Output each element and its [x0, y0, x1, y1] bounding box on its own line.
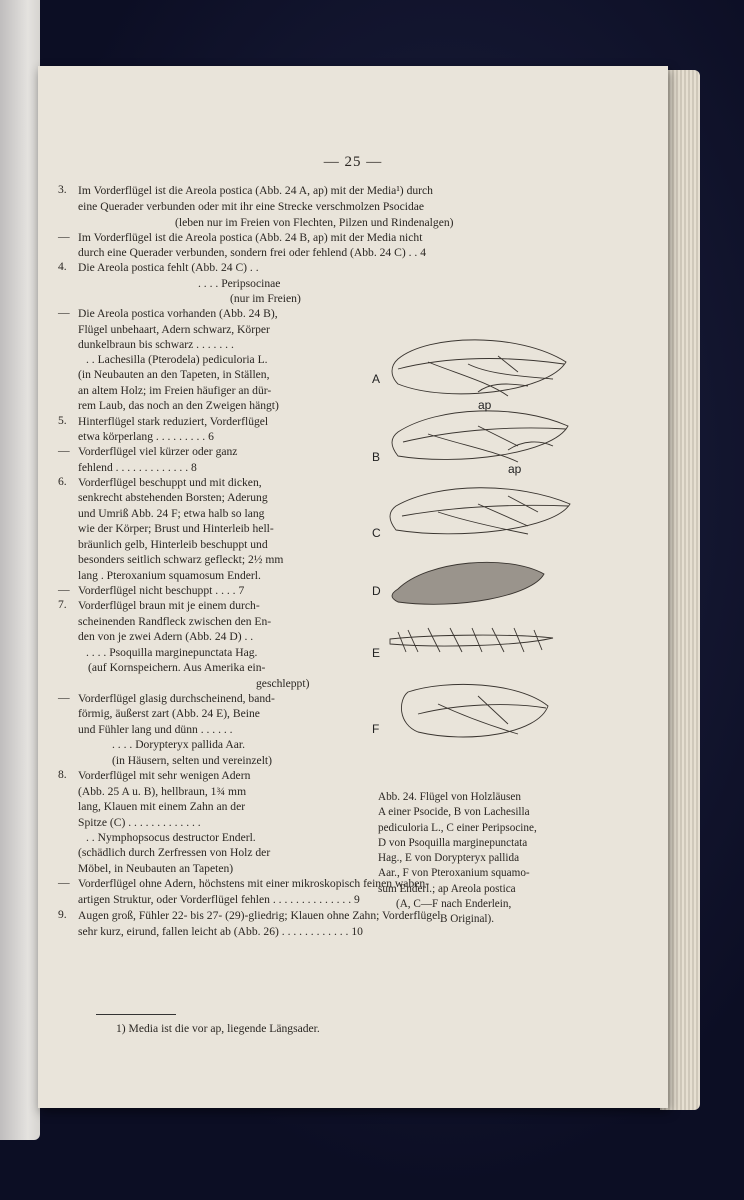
- text-line: förmig, äußerst zart (Abb. 24 E), Beine: [78, 707, 260, 720]
- text-line: Vorderflügel nicht beschuppt . . . . 7: [78, 584, 245, 597]
- text-line: (in Häusern, selten und vereinzelt): [112, 754, 272, 767]
- figure-caption: [378, 790, 583, 928]
- wing-f: [401, 684, 548, 737]
- text-line: Vorderflügel beschuppt und mit dicken,: [78, 476, 262, 489]
- text-line: Augen groß, Fühler 22- bis 27- (29)-gliedrig; Klauen ohne Zahn; Vorderflügel: [78, 909, 441, 922]
- text-line: (schädlich durch Zerfressen von Holz der: [78, 846, 271, 859]
- page-number: — 25 —: [323, 154, 383, 170]
- text-line: . . . . Dorypteryx pallida Aar.: [112, 738, 245, 751]
- figure-label-a: A: [372, 372, 381, 386]
- text-line: Im Vorderflügel ist die Areola postica (Abb. 24 A, ap) mit der Media¹) durch: [78, 184, 433, 197]
- figure-label-ap-a: ap: [478, 398, 492, 412]
- text-line: . . . . Psoquilla marginepunctata Hag.: [86, 646, 258, 659]
- caption-line: pediculoria L., C einer Peripsocine,: [378, 821, 537, 834]
- wing-b: [392, 411, 568, 460]
- text-line: bräunlich gelb, Hinterleib beschuppt und: [78, 538, 268, 551]
- figure-label-b: B: [372, 450, 381, 464]
- caption-line: Abb. 24. Flügel von Holzläusen: [378, 791, 521, 803]
- text-line: (nur im Freien): [230, 292, 301, 305]
- text-line: Möbel, in Neubauten an Tapeten): [78, 862, 234, 875]
- key-number: 3.: [58, 183, 67, 196]
- figure-label-c: C: [372, 526, 381, 540]
- text-line: und Umriß Abb. 24 F; etwa halb so lang: [78, 507, 265, 520]
- text-line: Vorderflügel ohne Adern, höchstens mit einer mikroskopisch feinen waben-: [78, 877, 430, 890]
- text-line: Die Areola postica fehlt (Abb. 24 C) . .: [78, 261, 259, 274]
- footnote-rule: [96, 1014, 176, 1015]
- key-number: —: [58, 306, 70, 319]
- key-number: —: [58, 691, 70, 704]
- wing-c: [390, 488, 570, 534]
- text-line: den von je zwei Adern (Abb. 24 D) . .: [78, 630, 254, 643]
- text-line: Hinterflügel stark reduziert, Vorderflügel: [78, 415, 269, 428]
- wing-d: [392, 562, 544, 604]
- figure-label-e: E: [372, 646, 381, 660]
- text-line: etwa körperlang . . . . . . . . . 6: [78, 430, 214, 443]
- caption-line: A einer Psocide, B von Lachesilla: [378, 806, 530, 819]
- text-line: besonders seitlich schwarz gefleckt; 2½ mm: [78, 553, 284, 566]
- text-line: (auf Kornspeichern. Aus Amerika ein-: [88, 661, 266, 674]
- text-line: Flügel unbehaart, Adern schwarz, Körper: [78, 323, 270, 336]
- text-line: (in Neubauten an den Tapeten, in Ställen,: [78, 368, 270, 381]
- text-line: Vorderflügel mit sehr wenigen Adern: [78, 769, 251, 782]
- text-line: fehlend . . . . . . . . . . . . . 8: [78, 461, 197, 474]
- text-line: . . Lachesilla (Pterodela) pediculoria L.: [86, 353, 268, 366]
- key-number: 7.: [58, 598, 67, 611]
- book-page: [38, 66, 668, 1108]
- text-line: lang . Pteroxanium squamosum Enderl.: [78, 569, 261, 582]
- text-line: rem Laub, das noch an den Zweigen hängt): [78, 399, 279, 412]
- text-line: (leben nur im Freien von Flechten, Pilzen und Rindenalgen): [175, 216, 454, 229]
- text-line: eine Querader verbunden oder mit ihr eine Strecke verschmolzen Psocidae: [78, 200, 425, 213]
- figure-label-d: D: [372, 584, 381, 598]
- key-number: —: [58, 444, 70, 457]
- figure-label-ap-b: ap: [508, 462, 522, 476]
- key-number: 8.: [58, 768, 67, 781]
- text-line: an altem Holz; im Freien häufiger an dür-: [78, 384, 272, 397]
- text-line: Vorderflügel braun mit je einem durch-: [78, 599, 260, 612]
- text-line: senkrecht abstehenden Borsten; Aderung: [78, 491, 268, 504]
- caption-line: B Original).: [440, 913, 495, 926]
- text-line: . . . . Peripsocinae: [198, 277, 281, 290]
- key-number: —: [58, 230, 70, 243]
- wing-drawings: [368, 334, 578, 774]
- text-line: Vorderflügel viel kürzer oder ganz: [78, 445, 238, 458]
- text-line: Vorderflügel glasig durchscheinend, band-: [78, 692, 275, 705]
- key-number: 6.: [58, 475, 67, 488]
- footnote: 1) Media ist die vor ap, liegende Längsader.: [116, 1022, 320, 1035]
- text-line: scheinenden Randfleck zwischen den En-: [78, 615, 272, 628]
- text-line: sehr kurz, eirund, fallen leicht ab (Abb. 26) . . . . . . . . . . . . 10: [78, 925, 363, 938]
- text-line: wie der Körper; Brust und Hinterleib hell-: [78, 522, 274, 535]
- figure-label-f: F: [372, 722, 380, 736]
- text-line: Spitze (C) . . . . . . . . . . . . .: [78, 816, 201, 829]
- caption-line: sum Enderl.; ap Areola postica: [378, 882, 516, 895]
- left-facing-page: [0, 0, 40, 1140]
- text-line: Die Areola postica vorhanden (Abb. 24 B),: [78, 307, 278, 320]
- caption-line: D von Psoquilla marginepunctata: [378, 836, 528, 849]
- text-line: und Fühler lang und dünn . . . . . .: [78, 723, 233, 736]
- key-number: 9.: [58, 908, 67, 921]
- text-line: geschleppt): [256, 677, 310, 690]
- text-line: artigen Struktur, oder Vorderflügel fehlen . . . . . . . . . . . . . . 9: [78, 893, 360, 906]
- caption-line: (A, C—F nach Enderlein,: [396, 898, 512, 911]
- text-line: durch eine Querader verbunden, sondern frei oder fehlend (Abb. 24 C) . . 4: [78, 246, 427, 259]
- key-number: 5.: [58, 414, 67, 427]
- key-number: —: [58, 876, 70, 889]
- text-line: dunkelbraun bis schwarz . . . . . . .: [78, 338, 234, 351]
- caption-line: Hag., E von Dorypteryx pallida: [378, 852, 520, 865]
- key-number: —: [58, 583, 70, 596]
- wing-figure: [368, 334, 578, 774]
- wing-a: [392, 340, 566, 394]
- text-line: (Abb. 25 A u. B), hellbraun, 1¾ mm: [78, 785, 247, 798]
- text-line: Im Vorderflügel ist die Areola postica (Abb. 24 B, ap) mit der Media nicht: [78, 231, 423, 244]
- caption-line: Aar., F von Pteroxanium squamo-: [378, 867, 530, 880]
- text-line: lang, Klauen mit einem Zahn an der: [78, 800, 246, 813]
- text-line: . . Nymphopsocus destructor Enderl.: [86, 831, 256, 844]
- key-number: 4.: [58, 260, 67, 273]
